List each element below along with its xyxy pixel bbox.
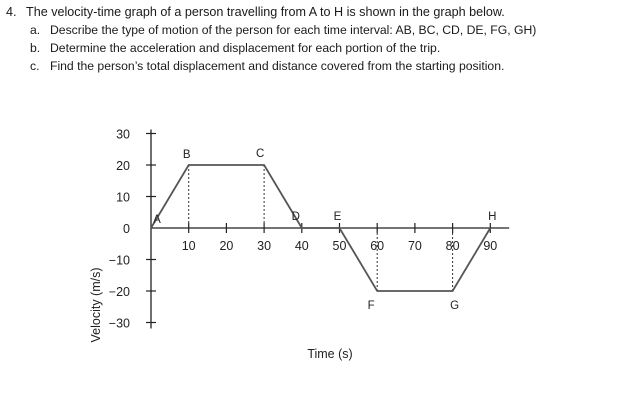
point-label-a: A <box>153 214 161 226</box>
x-tick-label: 20 <box>219 239 234 253</box>
point-label-b: B <box>182 149 191 161</box>
part-text: Describe the type of motion of the person for each time interval: AB, BC, CD, DE, FG, GH) <box>50 23 537 37</box>
y-tick-label: 0 <box>123 222 130 236</box>
part-text: Find the person’s total displacement and distance covered from the starting position. <box>50 59 505 73</box>
point-label-h: H <box>488 211 497 223</box>
y-axis-label: Velocity (m/s) <box>89 267 103 343</box>
y-tick-label: −10 <box>108 253 130 268</box>
point-label-c: C <box>255 148 265 160</box>
y-tick-label: −30 <box>108 316 130 331</box>
part-letter: a. <box>30 23 41 37</box>
part-letter: c. <box>30 59 40 73</box>
x-tick-label: 10 <box>181 239 196 253</box>
part-text: Determine the acceleration and displacement for each portion of the trip. <box>50 41 441 55</box>
x-tick-label: 60 <box>370 239 385 253</box>
x-tick-label: 70 <box>407 239 422 253</box>
point-label-e: E <box>333 211 342 223</box>
x-tick-label: 30 <box>257 239 272 253</box>
y-tick-label: 30 <box>116 127 130 142</box>
point-label-d: D <box>291 211 300 223</box>
x-tick-label: 40 <box>294 239 309 253</box>
y-tick-label: 10 <box>116 190 130 205</box>
x-tick-label: 90 <box>483 239 498 253</box>
x-axis-label: Time (s) <box>307 347 353 361</box>
point-label-g: G <box>450 300 460 312</box>
question-text: The velocity-time graph of a person travelling from A to H is shown in the graph below. <box>26 5 505 19</box>
part-letter: b. <box>30 41 41 55</box>
y-tick-label: −20 <box>108 285 130 299</box>
x-tick-label: 50 <box>332 239 347 253</box>
x-tick-label: 80 <box>445 239 460 253</box>
question-number: 4. <box>6 5 17 19</box>
point-label-f: F <box>367 300 375 312</box>
y-tick-label: 20 <box>116 159 130 173</box>
